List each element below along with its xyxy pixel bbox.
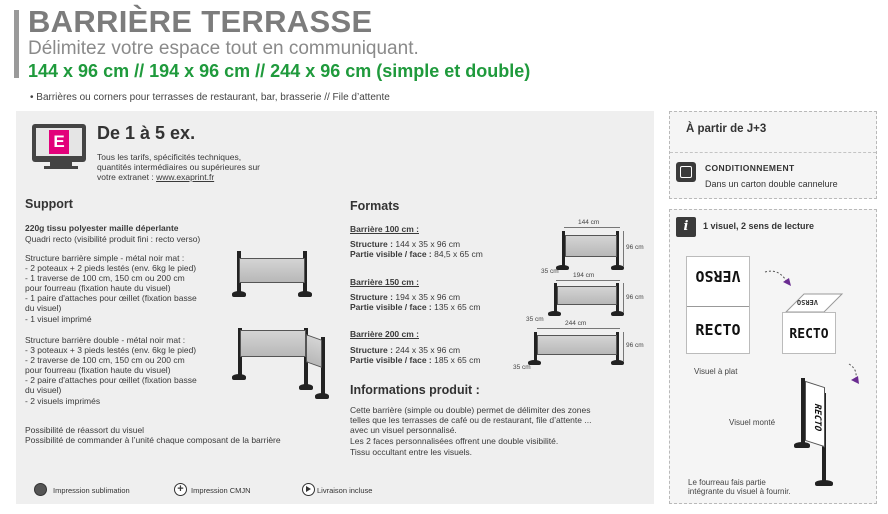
conditioning-text: Dans un carton double cannelure [705,179,838,189]
quantity-line-3: votre extranet : www.exaprint.fr [97,172,215,182]
delivery-title: À partir de J+3 [686,123,767,135]
info-icon: i [676,217,696,237]
extranet-link[interactable]: www.exaprint.fr [156,172,215,182]
visual-title: 1 visuel, 2 sens de lecture [703,221,815,231]
info-heading: Informations produit : [350,383,480,397]
support-heading: Support [25,197,73,211]
quantity-title: De 1 à 5 ex. [97,123,196,143]
usage-bullet: • Barrières ou corners pour terrasses de restaurant, bar, brasserie // File d’attente [30,92,390,103]
footer-label-sublimation: Impression sublimation [53,486,130,495]
visual-box: i 1 visuel, 2 sens de lecture VERSO RECTO VERSO RECTO Visuel à plat RECTO Visuel monté Le fourreau fais partie intégrante du visuel à fournir. [669,209,877,504]
sublimation-icon [34,483,47,496]
quantity-line-1: Tous les tarifs, spécificités techniques, [97,152,242,162]
conditioning-title: CONDITIONNEMENT [705,163,795,173]
support-extra-2: Possibilité de commander à l’unité chaque composant de la barrière [25,435,281,445]
page-subtitle: Délimitez votre espace tout en communiquant. [28,38,419,59]
mounted-visual-label: Visuel monté [729,418,776,427]
svg-text:VERSO: VERSO [796,298,818,306]
down-arrow-icon [845,362,865,390]
footer-label-delivery: Livraison incluse [317,486,373,495]
delivery-box [669,111,877,199]
verso-text: VERSO [695,267,741,285]
size-list: 144 x 96 cm // 194 x 96 cm // 244 x 96 cm (simple et double) [28,61,531,81]
support-material: 220g tissu polyester maille déperlante [25,223,179,233]
visual-note-2: intégrante du visuel à fournir. [688,487,791,496]
footer-label-cmjn: Impression CMJN [191,486,251,495]
main-panel: E De 1 à 5 ex. Tous les tarifs, spécificités techniques, quantités intermédiaires ou supérieures sur votre extranet : www.exaprint.fr Support 220g tissu polyester maille déperlante Quadri recto (visibilité produit fini : recto verso) Structure barrière simple - métal noir mat : - 2 poteaux + 2 pieds lestés (env. 6kg le pied) - 1 traverse de 100 cm, 150 cm ou 200 cm pour fourreau (fixation haute du visuel) - 1 paire d'attaches pour œillet (fixation basse du visuel) - 1 visuel imprimé Structure barrière double - métal noir mat : - 3 poteaux + 3 pieds lestés (env. 6kg le pied) - 2 traverse de 100 cm, 150 cm ou 200 cm pour fourreau (fixation haute du visuel) - 2 paire d'attaches pour œillet (fixation basse du visuel) - 2 visuels imprimés Possibilité de réassort du visuel Possibilité de commander à l’unité chaque composant de la barrière Formats Barrière 100 cm : Structure : 144 x 35 x 96 cm Partie visible / face : 84,5 x 65 cm Barrière 150 cm : Structure : 194 x 35 x 96 cm Partie visible / face : 135 x 65 cm Barrière 200 cm : Structure : 244 x 35 x 96 cm Partie visible / face : 185 x 65 cm 144 cm 96 cm 35 cm 194 cm 96 cm 35 cm 244 cm 96 cm 35 cm Informations produit : Cette barrière (simple ou double) permet de délimiter des zones telles que les terrasses de café ou de restaurant, file d’attente ... avec un visuel personnalisé. Les 2 faces personnalisées offrent une double visibilité. Tissu occultant entre les visuels. Impression sublimation + Impression CMJN Livraison incluse [16,111,654,504]
curve-arrow-icon [763,268,795,290]
support-extra-1: Possibilité de réassort du visuel [25,425,145,435]
cmjn-plus-icon: + [174,483,187,496]
box-icon [676,162,696,182]
quantity-line-2: quantités intermédiaires ou supérieures sur [97,162,261,172]
header-accent-bar [14,10,19,78]
support-print: Quadri recto (visibilité produit fini : recto verso) [25,234,201,244]
visual-note-1: Le fourreau fais partie [688,478,766,487]
page-title: BARRIÈRE TERRASSE [28,4,373,39]
flat-visual-label: Visuel à plat [694,367,738,376]
flat-visual-card [686,256,750,354]
recto-text: RECTO [695,321,741,339]
formats-heading: Formats [350,199,400,213]
play-icon [302,483,315,496]
